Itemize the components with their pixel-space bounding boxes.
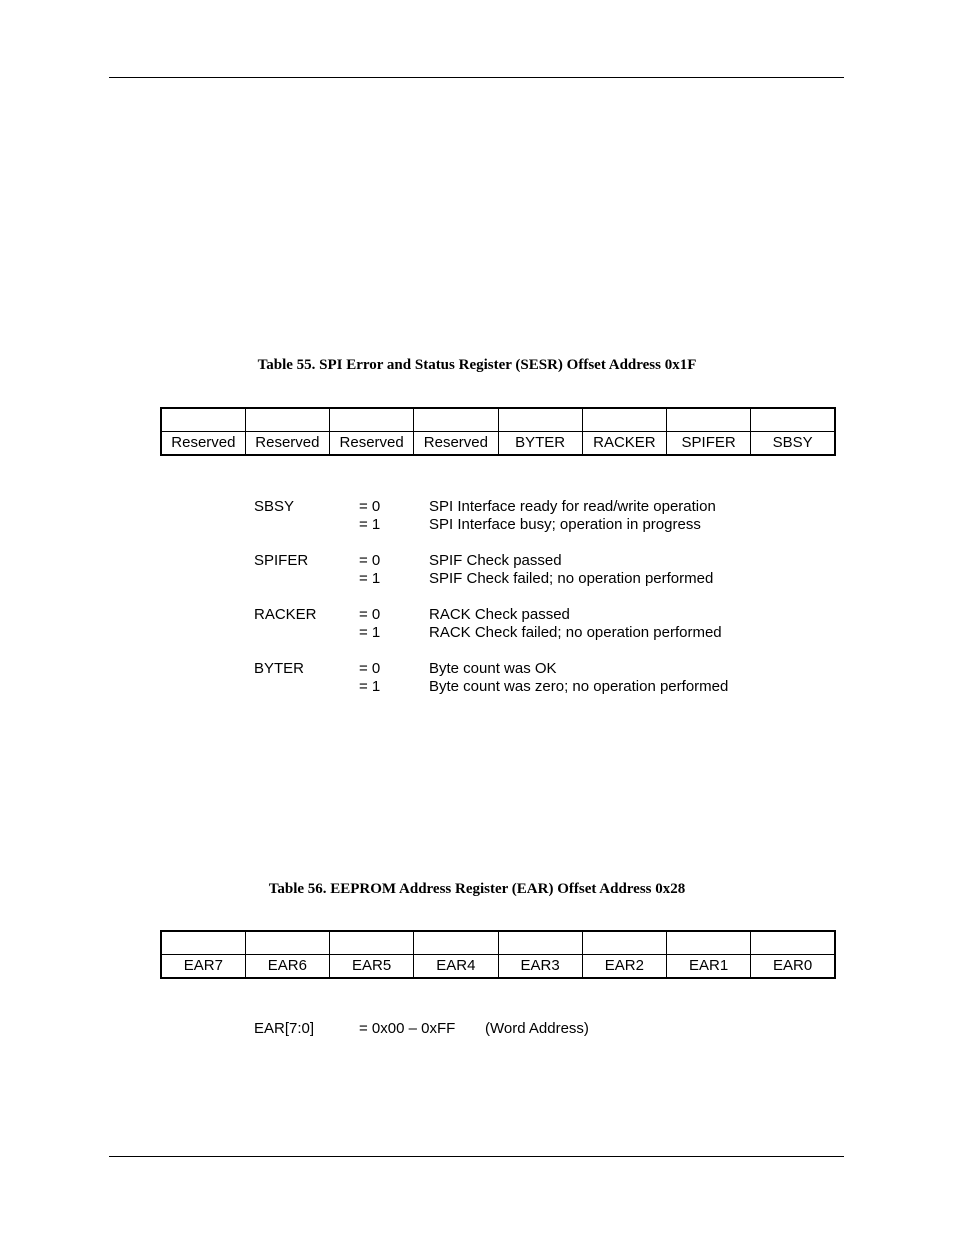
header-rule [109, 77, 844, 78]
field-name: RACKER [254, 606, 317, 623]
definition-row [254, 570, 814, 588]
bit-cell [667, 931, 751, 955]
bit-cell [414, 931, 498, 955]
field-value: = 0 [359, 606, 381, 623]
bit-name-cell: Reserved [161, 432, 245, 456]
bit-name-cell: EAR7 [161, 955, 245, 979]
bit-cell [667, 408, 751, 432]
field-description: Byte count was zero; no operation performed [429, 678, 729, 695]
field-description: RACK Check failed; no operation performed [429, 624, 722, 641]
bit-name-cell: SBSY [751, 432, 835, 456]
field-value: = 0 [359, 498, 381, 515]
field-name: SPIFER [254, 552, 309, 569]
bit-cell [582, 408, 666, 432]
bit-cell [498, 408, 582, 432]
bit-cell [498, 931, 582, 955]
bit-cell [161, 408, 245, 432]
field-name: BYTER [254, 660, 305, 677]
field-value: = 1 [359, 516, 381, 533]
bit-name-cell: EAR6 [245, 955, 329, 979]
sesr-bit-definitions [254, 498, 814, 696]
bit-name-row [161, 955, 835, 979]
field-value: = 0x00 – 0xFF [359, 1020, 456, 1037]
bit-name-cell: SPIFER [667, 432, 751, 456]
sesr-register-table [160, 407, 836, 456]
bit-name-cell: EAR3 [498, 955, 582, 979]
bit-name-cell: EAR4 [414, 955, 498, 979]
bit-cell [330, 408, 414, 432]
bit-name-cell: EAR2 [582, 955, 666, 979]
field-name: EAR[7:0] [254, 1020, 315, 1037]
bit-cell [245, 931, 329, 955]
field-description: Byte count was OK [429, 660, 557, 677]
bit-name-row [161, 432, 835, 456]
bit-name-cell: EAR1 [667, 955, 751, 979]
field-name: SBSY [254, 498, 295, 515]
bit-name-cell: EAR5 [330, 955, 414, 979]
field-value: = 1 [359, 570, 381, 587]
field-description: SPIF Check failed; no operation performed [429, 570, 714, 587]
definition-row [254, 624, 814, 642]
bit-cell [414, 408, 498, 432]
definition-row [254, 516, 814, 534]
bit-name-cell: Reserved [245, 432, 329, 456]
bit-cell [245, 408, 329, 432]
bit-name-cell: Reserved [414, 432, 498, 456]
table-56-caption: Table 56. EEPROM Address Register (EAR) Offset Address 0x28 [268, 881, 686, 897]
definition-row [254, 498, 814, 516]
table-55-caption: Table 55. SPI Error and Status Register (SESR) Offset Address 0x1F [257, 357, 697, 373]
bit-cell [330, 931, 414, 955]
field-description: SPI Interface ready for read/write operation [429, 498, 716, 515]
bit-name-cell: BYTER [498, 432, 582, 456]
field-value: = 0 [359, 660, 381, 677]
ear-register-table [160, 930, 836, 979]
definition-row [254, 660, 814, 678]
bit-name-cell: RACKER [582, 432, 666, 456]
bit-cell [161, 931, 245, 955]
ear-bit-definition [254, 1020, 754, 1038]
bit-name-cell: Reserved [330, 432, 414, 456]
field-note: (Word Address) [485, 1020, 589, 1037]
bit-number-row [161, 408, 835, 432]
definition-row [254, 606, 814, 624]
definition-row [254, 552, 814, 570]
bit-name-cell: EAR0 [751, 955, 835, 979]
bit-cell [582, 931, 666, 955]
field-value: = 1 [359, 678, 381, 695]
field-description: SPIF Check passed [429, 552, 562, 569]
bit-cell [751, 408, 835, 432]
definition-row [254, 678, 814, 696]
bit-number-row [161, 931, 835, 955]
footer-rule [109, 1156, 844, 1157]
field-description: RACK Check passed [429, 606, 570, 623]
field-value: = 1 [359, 624, 381, 641]
bit-cell [751, 931, 835, 955]
field-value: = 0 [359, 552, 381, 569]
field-description: SPI Interface busy; operation in progress [429, 516, 701, 533]
